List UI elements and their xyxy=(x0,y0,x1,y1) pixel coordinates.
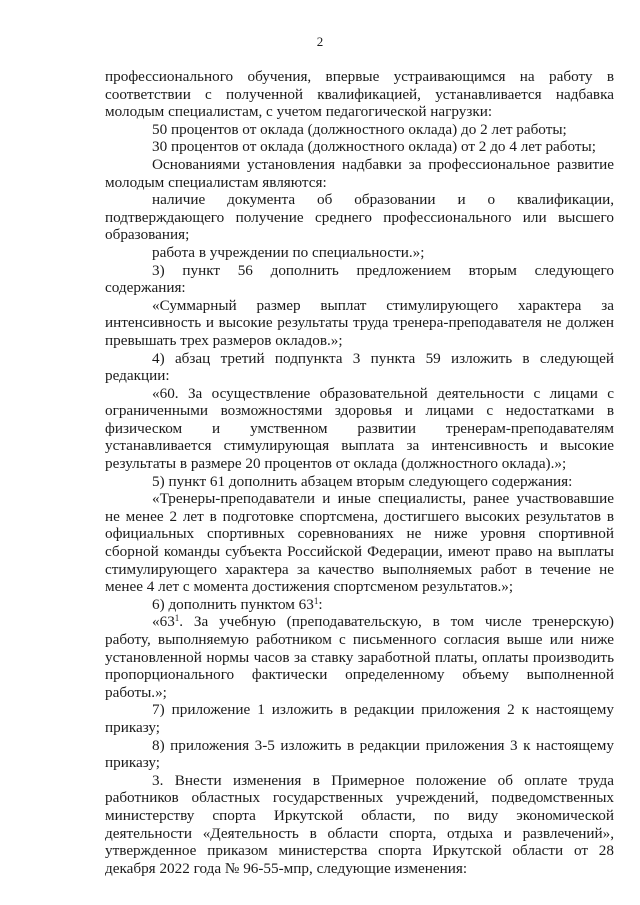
paragraph-15: 7) приложение 1 изложить в редакции приложения 2 к настоящему приказу; xyxy=(105,701,614,736)
paragraph-13-tail: : xyxy=(318,595,323,613)
superscript: 1 xyxy=(174,613,180,624)
paragraph-10: «60. За осуществление образовательной деятельности с лицами с ограниченными возможностями здоровья и лицами с недостатками в физическом и умственном развитии тренерам-преподавателям устанавливается стимулирующая выплата за интенсивность и высокие результаты в размере 20 процентов от оклада (должностного оклада).»; xyxy=(105,384,614,473)
paragraph-5: наличие документа об образовании и о квалификации, подтверждающего получение среднего профессионального или высшего образования; xyxy=(105,191,614,244)
paragraph-11: 5) пункт 61 дополнить абзацем вторым следующего содержания: xyxy=(152,472,573,490)
paragraph-9: 4) абзац третий подпункта 3 пункта 59 изложить в следующей редакции: xyxy=(105,349,614,385)
paragraph-17: 3. Внести изменения в Примерное положение об оплате труда работников областных государственных учреждений, подведомственных министерству спорта Иркутской области, по виду экономической деятельности «Деятельность в области спорта, отдыха и развлечений», утвержденное приказом министерства спорта Иркутской области от 28 декабря 2022 года № 96-55-мпр, следующие изменения: xyxy=(105,771,614,877)
paragraph-16: 8) приложения 3-5 изложить в редакции приложения 3 к настоящему приказу; xyxy=(105,736,614,772)
paragraph-4: Основаниями установления надбавки за профессиональное развитие молодым специалистам являются: xyxy=(105,155,614,191)
paragraph-3: 30 процентов от оклада (должностного оклада) от 2 до 4 лет работы; xyxy=(152,138,596,156)
paragraph-8: «Суммарный размер выплат стимулирующего характера за интенсивность и высокие результаты труда тренера-преподавателя не должен превышать трех размеров окладов.»; xyxy=(105,296,614,349)
paragraph-1: профессионального обучения, впервые устраивающимся на работу в соответствии с полученной квалификацией, устанавливается надбавка молодым специалистам, с учетом педагогической нагрузки: xyxy=(105,68,614,121)
superscript: 1 xyxy=(313,595,319,606)
paragraph-2: 50 процентов от оклада (должностного оклада) до 2 лет работы; xyxy=(152,120,567,138)
paragraph-7: 3) пункт 56 дополнить предложением вторым следующего содержания: xyxy=(105,261,614,297)
page-number: 2 xyxy=(316,34,324,49)
paragraph-14-text: «63 xyxy=(152,613,175,631)
paragraph-14 xyxy=(105,613,614,701)
paragraph-13-text: 6) дополнить пунктом 63 xyxy=(152,595,314,613)
paragraph-12: «Тренеры-преподаватели и иные специалисты, ранее участвовавшие не менее 2 лет в подготовке спортсмена, достигшего высоких результатов в официальных спортивных соревнованиях не ниже уровня спортивной сборной команды субъекта Российской Федерации, имеют право на выплаты стимулирующего характера за качество выполняемых работ в течение не менее 4 лет с момента достижения спортсменом результатов.»; xyxy=(105,490,614,596)
paragraph-6: работа в учреждении по специальности.»; xyxy=(152,243,425,261)
paragraph-13 xyxy=(105,596,614,614)
paragraph-14-tail: . За учебную (преподавательскую, в том числе тренерскую) работу, выполняемую работником с письменного согласия выше или ниже установленной нормы часов за ставку заработной платы, оплаты производить пропорционального фактически определенному объему выполненной работы.»; xyxy=(105,613,614,701)
document-body xyxy=(105,68,614,877)
